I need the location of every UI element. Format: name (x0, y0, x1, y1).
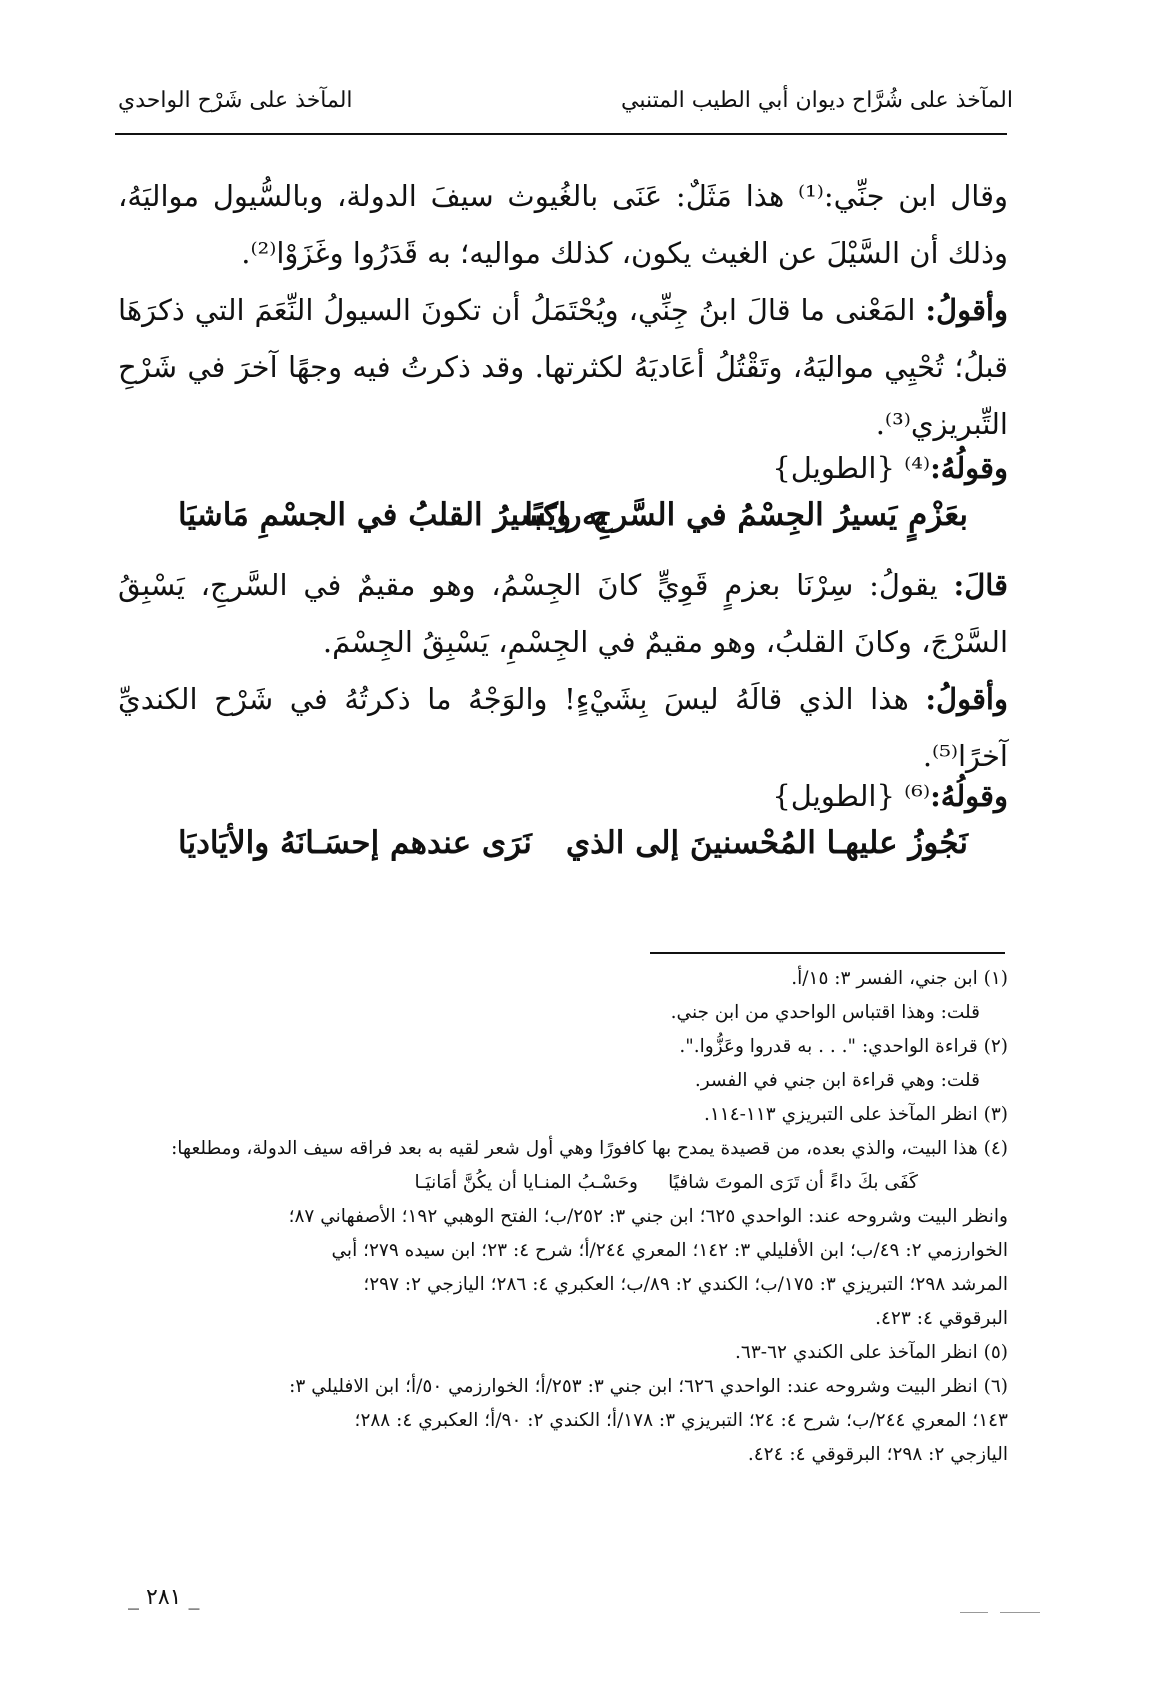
paragraph-commentary: قالَ: يقولُ: سِرْنَا بعزمٍ قَوِيٍّ كانَ الجِسْمُ، وهو مقيمٌ في السَّرجِ، يَسْبِقُ السَّرْجَ، وكانَ القلبُ، وهو مقيمٌ في الجِسْمِ، يَسْبِقُ الجِسْمَ. (118, 568, 1008, 659)
footnote-6: (٦) انظر البيت وشروحه عند: الواحدي ٦٢٦؛ ابن جني ٣: ٢٥٣/أ؛ الخوارزمي ٥٠/أ؛ ابن الافليلي ٣: (289, 1376, 1008, 1397)
main-text (118, 168, 1008, 453)
footnote-4-verse: كَفَى بكَ داءً أن تَرَى الموتَ شافيًا وحَسْـبُ المنـايا أن يكُنَّ أمَانيَـا (414, 1172, 918, 1193)
footnote-6-refs-1: ١٤٣؛ المعري ٢٤٤/ب؛ شرح ٤: ٢٤؛ التبريزي ٣: ١٧٨/أ؛ الكندي ٢: ٩٠/أ؛ العكبري ٤: ٢٨٨؛ (354, 1410, 1008, 1431)
verse-heading: وقولُهُ:⁽⁶⁾ {الطويل} (772, 779, 1008, 813)
footnote-4-refs-1: وانظر البيت وشروحه عند: الواحدي ٦٢٥؛ ابن جني ٣: ٢٥٢/ب؛ الفتح الوهبي ١٩٢؛ الأصفهاني ٨٧؛ (288, 1206, 1008, 1227)
scan-mark (1000, 1612, 1040, 1613)
footnote-5: (٥) انظر المآخذ على الكندي ٦٢-٦٣. (735, 1342, 1008, 1363)
verse-second-hemistich: نَرَى عندهم إحسَـانَهُ والأيَاديَا (178, 825, 532, 861)
footnote-rule (650, 952, 1005, 954)
header-rule (115, 133, 1007, 135)
footnote-1-note: قلت: وهذا اقتباس الواحدي من ابن جني. (670, 1002, 980, 1023)
footnote-2: (٢) قراءة الواحدي: ". . . به قدروا وعَزُّوا.". (679, 1036, 1008, 1057)
footnote-4-refs-2: الخوارزمي ٢: ٤٩/ب؛ ابن الأفليلي ٣: ١٤٢؛ المعري ٢٤٤/أ؛ شرح ٤: ٢٣؛ ابن سيده ٢٧٩؛ أبي (331, 1240, 1008, 1261)
verse-line (118, 497, 1008, 557)
scan-mark (960, 1612, 988, 1613)
footnote-4: (٤) هذا البيت، والذي بعده، من قصيدة يمدح بها كافورًا وهي أول شعر لقيه به بعد فراقه سيف الدولة، ومطلعها: (171, 1138, 1008, 1159)
verse-block-1 (118, 440, 1008, 785)
paragraph-ibn-jinni-quote: وقال ابن جنِّي:⁽¹⁾ هذا مَثَلٌ: عَنَى بالغُيوث سيفَ الدولة، وبالسُّيول مواليَهُ، وذلك أن السَّيْلَ عن الغيث يكون، كذلك مواليه؛ به قَدَرُوا وغَزَوْا⁽²⁾. (118, 179, 1009, 270)
page-number: _ ٢٨١ _ (128, 1585, 200, 1610)
verse-line (118, 825, 1008, 885)
running-header-book-title: المآخذ على شُرَّاح ديوان أبي الطيب المتنبي (621, 88, 1013, 113)
paragraph-author-comment-2: وأقولُ: هذا الذي قالَهُ ليسَ بِشَيْءٍ! والوَجْهُ ما ذكرتُهُ في شَرْح الكنديِّ آخرًا⁽⁵⁾. (118, 682, 1008, 773)
footnote-1: (١) ابن جني، الفسر ٣: ١٥/أ. (791, 968, 1008, 989)
paragraph-author-comment-1: وأقولُ: المَعْنى ما قالَ ابنُ جِنِّي، ويُحْتَمَلُ أن تكونَ السيولُ النِّعَمَ التي ذكرَهَا قبلُ؛ تُحْيِي مواليَهُ، وتَقْتُلُ أعَاديَهُ لكثرتها. وقد ذكرتُ فيه وجهًا آخرَ في شَرْحِ التِّبريزي⁽³⁾. (118, 293, 1008, 441)
footnote-3: (٣) انظر المآخذ على التبريزي ١١٣-١١٤. (703, 1104, 1008, 1125)
footnote-4-refs-4: البرقوقي ٤: ٤٢٣. (875, 1308, 1008, 1329)
verse-heading: وقولُهُ:⁽⁴⁾ {الطويل} (772, 451, 1008, 485)
footnote-6-refs-2: اليازجي ٢: ٢٩٨؛ البرقوقي ٤: ٤٢٤. (747, 1444, 1008, 1465)
footnote-2-note: قلت: وهي قراءة ابن جني في الفسر. (694, 1070, 980, 1091)
running-header-chapter-title: المآخذ على شَرْح الواحدي (118, 88, 353, 113)
lead-word: وأقولُ: (925, 293, 1008, 327)
verse-first-hemistich: بعَزْمٍ يَسيرُ الجِسْمُ في السَّرجِ راكبًا (524, 497, 968, 533)
footnote-4-refs-3: المرشد ٢٩٨؛ التبريزي ٣: ١٧٥/ب؛ الكندي ٢: ٨٩/ب؛ العكبري ٤: ٢٨٦؛ اليازجي ٢: ٢٩٧؛ (363, 1274, 1008, 1295)
verse-block-2 (118, 768, 1008, 885)
verse-first-hemistich: نَجُوزُ عليهـا المُحْسنينَ إلى الذي (565, 825, 968, 861)
footnotes (118, 962, 1008, 1472)
verse-second-hemistich: به ويَسيرُ القلبُ في الجسْمِ مَاشيَا (178, 497, 608, 533)
